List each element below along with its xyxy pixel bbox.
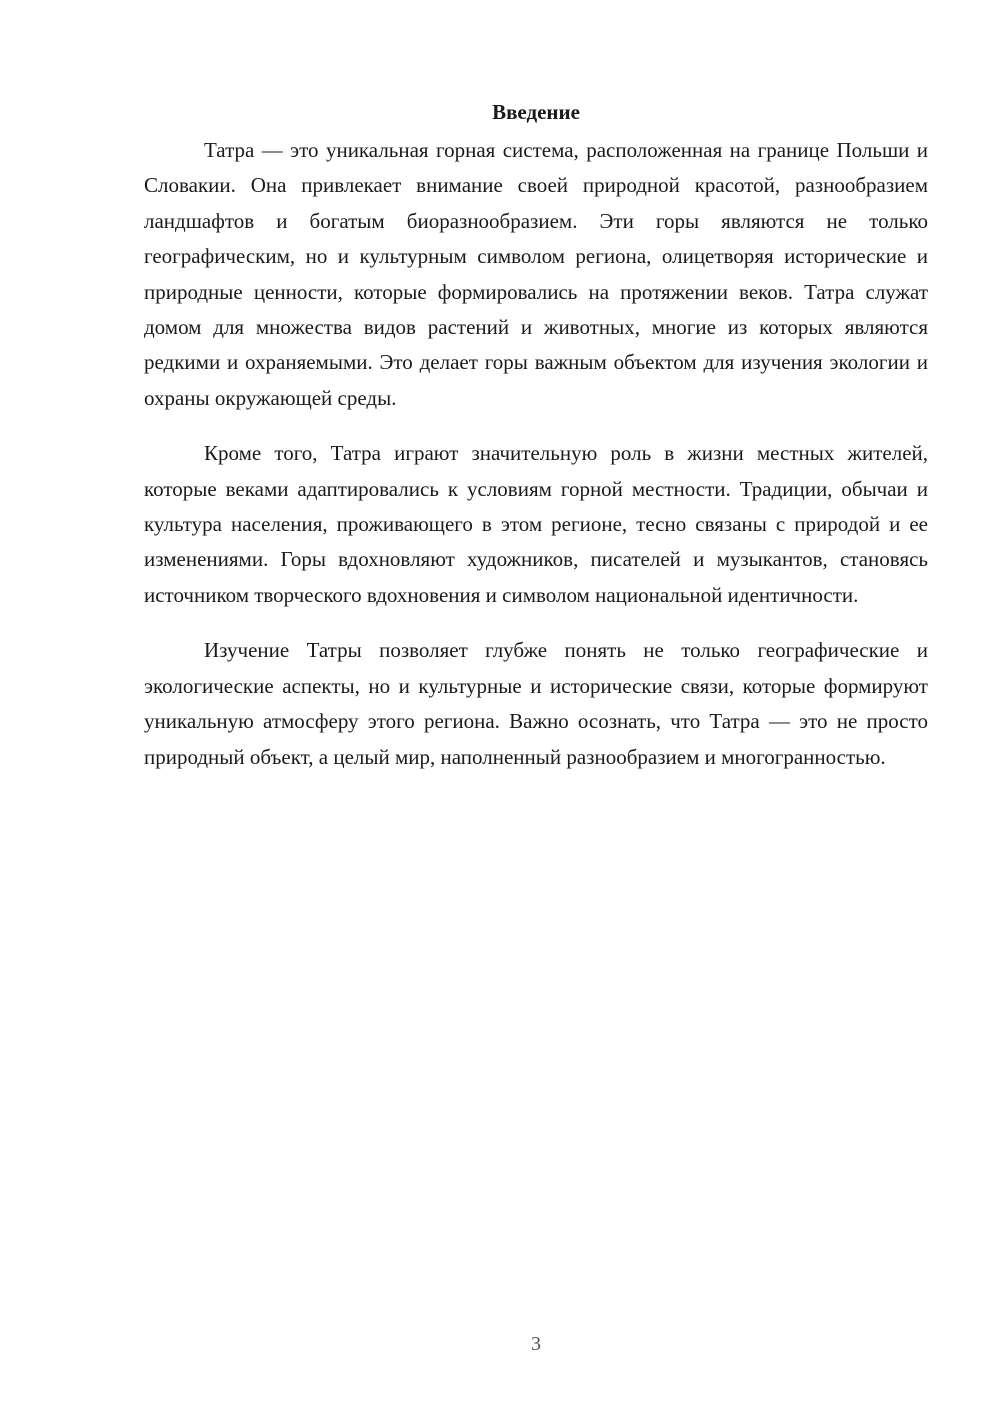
paragraph-3: Изучение Татры позволяет глубже понять не только географические и экологические аспекты, но и культурные и исторические связи, которые формируют уникальную атмосферу этого региона. Важно осознать, что Татра — это не просто природный объект, а целый мир, наполненный разнообразием и многогранностью. [144,638,928,769]
paragraph-1: Татра — это уникальная горная система, расположенная на границе Польши и Словакии. Она привлекает внимание своей природной красотой, разнообразием ландшафтов и богатым биоразнообразием. Эти горы являются не только географическим, но и культурным символом региона, олицетворяя исторические и природные ценности, которые формировались на протяжении веков. Татра служат домом для множества видов растений и животных, многие из которых являются редкими и охраняемыми. Это делает горы важным объектом для изучения экологии и охраны окружающей среды. [144,138,928,410]
section-heading: Введение [492,100,580,124]
page-content [144,95,928,795]
paragraph-2: Кроме того, Татра играют значительную роль в жизни местных жителей, которые веками адаптировались к условиям горной местности. Традиции, обычаи и культура населения, проживающего в этом регионе, тесно связаны с природой и ее изменениями. Горы вдохновляют художников, писателей и музыкантов, становясь источником творческого вдохновения и символом национальной идентичности. [144,441,928,607]
page-number: 3 [531,1333,541,1355]
